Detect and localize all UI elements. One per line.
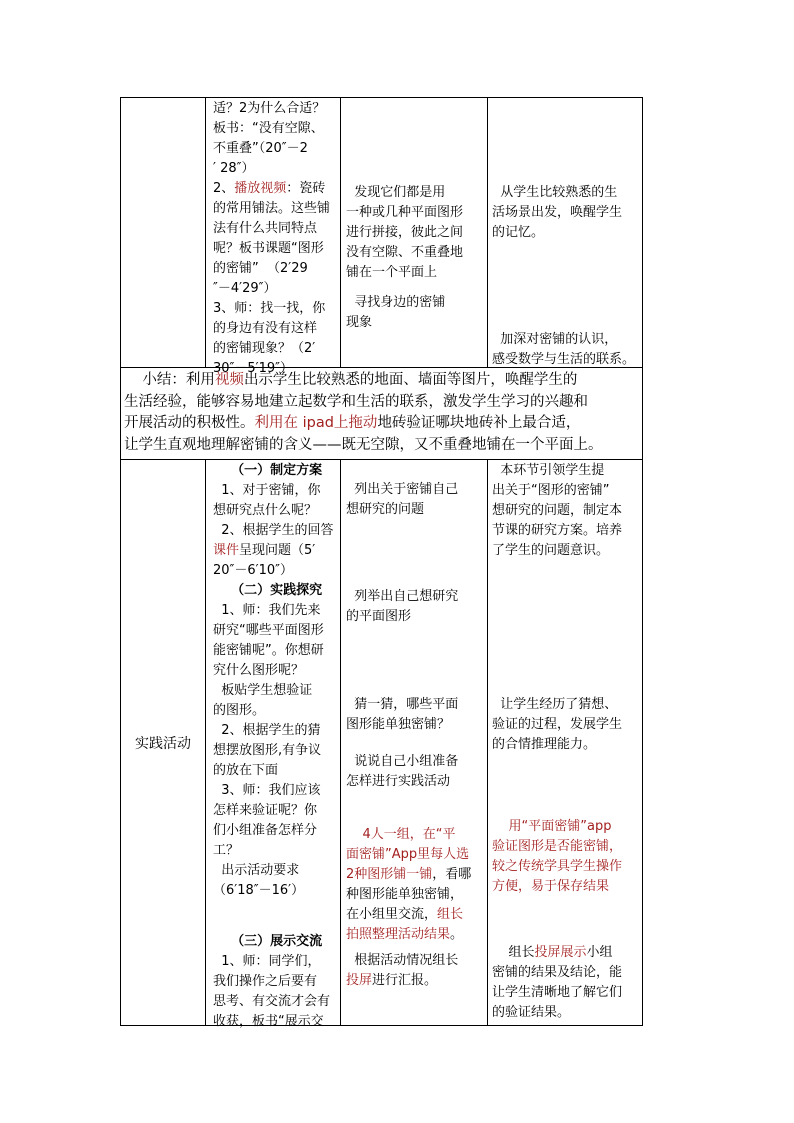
text-run: 密铺的结果及结论，能 bbox=[492, 965, 623, 980]
text-run: 组长 bbox=[492, 945, 535, 960]
text-line bbox=[213, 139, 341, 159]
text-run: 想研究点什么呢？ bbox=[213, 503, 318, 518]
text-run: 根据活动情况组长 bbox=[346, 953, 459, 968]
text-line bbox=[492, 983, 642, 1003]
text-run: 小组 bbox=[586, 945, 613, 960]
text-run: 法有什么共同特点 bbox=[213, 221, 318, 236]
text-line: 一种或几种平面图形 bbox=[346, 205, 464, 220]
text-line bbox=[213, 681, 341, 701]
highlighted-text: 播放视频 bbox=[234, 181, 287, 196]
text-run: 板贴学生想验证 bbox=[213, 683, 313, 698]
student-activity-cell bbox=[346, 752, 486, 792]
text-line: 列举出自己想研究 bbox=[346, 589, 459, 604]
text-line: 铺在一个平面上 bbox=[346, 265, 438, 280]
text-line bbox=[213, 952, 341, 972]
text-line bbox=[346, 845, 486, 865]
text-line bbox=[213, 279, 341, 299]
text-run: 适？2为什么合适？ bbox=[213, 101, 326, 116]
text-line bbox=[213, 239, 341, 259]
text-line: 寻找身边的密铺 bbox=[346, 295, 446, 310]
text-line: 本环节引领学生提 bbox=[492, 463, 605, 478]
text-run: 板书：“没有空隙、 bbox=[213, 121, 324, 136]
text-line bbox=[213, 992, 341, 1012]
text-run: 2、根据学生的回答 bbox=[213, 523, 334, 538]
text-run: 收获，板书“展示交 bbox=[213, 1014, 324, 1029]
text-line bbox=[213, 641, 341, 661]
text-line bbox=[213, 159, 341, 179]
text-run: 能密铺呢”。你想研 bbox=[213, 643, 324, 658]
text-line: 了学生的问题意识。 bbox=[492, 543, 610, 558]
text-line: 发现它们都是用 bbox=[346, 185, 446, 200]
text-run: 30″－5′19″） bbox=[213, 361, 294, 376]
text-line: 加深对密铺的认识， bbox=[492, 332, 618, 347]
text-line bbox=[213, 881, 341, 901]
text-line bbox=[346, 925, 486, 945]
text-run: 呈现问题（5′ bbox=[239, 543, 316, 558]
text-line bbox=[124, 413, 642, 435]
design-intent-cell bbox=[492, 461, 642, 561]
column-divider bbox=[205, 459, 206, 1026]
text-line bbox=[213, 199, 341, 219]
text-run: 出示活动要求 bbox=[213, 863, 300, 878]
text-run: 思考、有交流才会有 bbox=[213, 994, 331, 1009]
text-line bbox=[346, 905, 486, 925]
text-run: （一）制定方案 bbox=[213, 463, 323, 478]
text-line bbox=[213, 701, 341, 721]
text-run: 怎样来验证呢？你 bbox=[213, 803, 318, 818]
text-run: 们小组准备怎样分 bbox=[213, 823, 318, 838]
text-line bbox=[492, 943, 642, 963]
text-run: 的密铺现象？（2′ bbox=[213, 341, 316, 356]
summary-text bbox=[124, 370, 642, 456]
text-line bbox=[346, 885, 486, 905]
highlighted-text: 4人一组，在“平 bbox=[346, 827, 456, 842]
text-line: 怎样进行实践活动 bbox=[346, 774, 451, 789]
text-line bbox=[124, 435, 642, 457]
text-run: 进行汇报。 bbox=[372, 973, 438, 988]
text-run: 在小组里交流， bbox=[346, 907, 438, 922]
text-line bbox=[346, 865, 486, 885]
highlighted-text: 拍照整理活动结果 bbox=[346, 927, 451, 942]
text-line bbox=[213, 561, 341, 581]
highlighted-text: 方便，易于保存结果 bbox=[492, 879, 610, 894]
row-divider bbox=[120, 459, 643, 460]
text-line bbox=[213, 861, 341, 881]
text-line: 列出关于密铺自己 bbox=[346, 482, 459, 497]
text-line: 验证的过程，发展学生 bbox=[492, 717, 623, 732]
highlighted-text: 投屏展示 bbox=[534, 945, 587, 960]
text-line bbox=[492, 857, 642, 877]
text-run: 开展活动的积极性。 bbox=[124, 415, 255, 431]
text-line bbox=[213, 541, 341, 561]
text-line: 想研究的问题 bbox=[346, 502, 425, 517]
text-line bbox=[346, 971, 486, 991]
text-run: （6′18″－16′） bbox=[213, 883, 305, 898]
text-line: 现象 bbox=[346, 315, 373, 330]
highlighted-text: 2种图形铺一铺 bbox=[346, 867, 433, 882]
text-line: 说说自己小组准备 bbox=[346, 754, 459, 769]
stage-label: 实践活动 bbox=[135, 736, 191, 752]
text-run: （二）实践探究 bbox=[213, 583, 323, 598]
text-run: 研究“哪些平面图形 bbox=[213, 623, 324, 638]
text-run: 1、师：我们先来 bbox=[213, 603, 321, 618]
text-run: 想摆放图形,有争议 bbox=[213, 743, 322, 758]
text-line bbox=[124, 370, 642, 392]
text-run: 1、师：同学们， bbox=[213, 954, 321, 969]
text-line: 出关于“图形的密铺” bbox=[492, 483, 610, 498]
text-run: 出示学生比较熟悉的地面、墙面等图片，唤醒学生的 bbox=[243, 372, 578, 388]
highlighted-text: 课件 bbox=[213, 543, 240, 558]
text-run: 的密铺” （2′29 bbox=[213, 261, 308, 276]
text-line: 没有空隙、不重叠地 bbox=[346, 245, 464, 260]
text-line: 的记忆。 bbox=[492, 225, 545, 240]
text-line: 图形能单独密铺？ bbox=[346, 717, 451, 732]
design-intent-cell bbox=[492, 943, 642, 1023]
text-line bbox=[492, 963, 642, 983]
text-line bbox=[213, 179, 341, 199]
text-line bbox=[213, 621, 341, 641]
student-activity-cell bbox=[346, 480, 486, 520]
text-line bbox=[213, 781, 341, 801]
text-run: 不重叠”（20″－2 bbox=[213, 141, 308, 156]
text-run: 的图形。 bbox=[213, 703, 266, 718]
text-run: （三）展示交流 bbox=[213, 934, 323, 949]
text-line bbox=[213, 932, 341, 952]
text-run: 种图形能单独密铺， bbox=[346, 887, 464, 902]
design-intent-cell bbox=[492, 183, 642, 243]
text-line bbox=[213, 821, 341, 841]
teacher-activity-cell bbox=[213, 932, 341, 1032]
text-line: 活场景出发，唤醒学生 bbox=[492, 205, 623, 220]
text-line bbox=[213, 299, 341, 319]
text-line bbox=[213, 259, 341, 279]
text-line: 的合情推理能力。 bbox=[492, 737, 597, 752]
text-run: ：瓷砖 bbox=[286, 181, 326, 196]
student-activity-cell bbox=[346, 695, 486, 735]
text-run: ，看哪 bbox=[432, 867, 472, 882]
text-run: ″－4′29″） bbox=[213, 281, 277, 296]
text-line bbox=[213, 339, 341, 359]
text-run: 20″－6′10″） bbox=[213, 563, 294, 578]
design-intent-cell bbox=[492, 330, 642, 370]
student-activity-cell bbox=[346, 951, 486, 991]
text-line bbox=[213, 801, 341, 821]
text-line bbox=[346, 825, 486, 845]
text-run: 。 bbox=[450, 927, 464, 942]
text-line bbox=[213, 99, 341, 119]
table-border-top bbox=[120, 97, 643, 98]
text-run: 地砖验证哪块地砖补上最合适， bbox=[377, 415, 581, 431]
highlighted-text: 较之传统学具学生操作 bbox=[492, 859, 623, 874]
teacher-activity-cell bbox=[213, 461, 341, 901]
text-run: 的身边有没有这样 bbox=[213, 321, 318, 336]
student-activity-cell bbox=[346, 293, 486, 333]
table-border-bottom bbox=[120, 1025, 643, 1026]
text-run: 3、师：我们应该 bbox=[213, 783, 321, 798]
table-border-right bbox=[642, 97, 643, 1026]
highlighted-text: 投屏 bbox=[346, 973, 373, 988]
design-intent-cell bbox=[492, 817, 642, 897]
text-line bbox=[492, 817, 642, 837]
highlighted-text: 组长 bbox=[437, 907, 464, 922]
teacher-activity-cell bbox=[213, 99, 341, 379]
text-line bbox=[346, 951, 486, 971]
text-line bbox=[213, 581, 341, 601]
highlighted-text: 视频 bbox=[214, 372, 244, 388]
text-line bbox=[213, 761, 341, 781]
student-activity-cell bbox=[346, 587, 486, 627]
text-run: 2、根据学生的猜 bbox=[213, 723, 321, 738]
text-line bbox=[492, 1003, 642, 1023]
text-line bbox=[213, 119, 341, 139]
text-line bbox=[492, 837, 642, 857]
text-run: 的放在下面 bbox=[213, 763, 279, 778]
column-divider bbox=[487, 459, 488, 1026]
text-run: 的常用铺法。这些铺 bbox=[213, 201, 331, 216]
highlighted-text: 利用在 ipad上拖动 bbox=[254, 415, 378, 431]
table-border-left bbox=[120, 97, 121, 1026]
text-line: 让学生经历了猜想、 bbox=[492, 697, 618, 712]
text-run: 让学生清晰地了解它们 bbox=[492, 985, 623, 1000]
text-line bbox=[213, 1012, 341, 1032]
text-run: 我们操作之后要有 bbox=[213, 974, 318, 989]
text-run: 的验证结果。 bbox=[492, 1005, 571, 1020]
text-line bbox=[213, 501, 341, 521]
text-run: 2、 bbox=[213, 181, 235, 196]
text-line bbox=[213, 841, 341, 861]
text-line: 猜一猜，哪些平面 bbox=[346, 697, 459, 712]
text-run: 小结：利用 bbox=[124, 372, 215, 388]
text-run: 工？ bbox=[213, 843, 240, 858]
text-line bbox=[213, 319, 341, 339]
text-line: 感受数学与生活的联系。 bbox=[492, 352, 636, 367]
highlighted-text: 面密铺”App里每人选 bbox=[346, 847, 470, 862]
text-line bbox=[213, 461, 341, 481]
text-line bbox=[124, 392, 642, 414]
text-run: 究什么图形呢？ bbox=[213, 663, 305, 678]
text-line bbox=[213, 972, 341, 992]
student-activity-cell bbox=[346, 183, 486, 283]
text-line: 想研究的问题，制定本 bbox=[492, 503, 623, 518]
text-line: 节课的研究方案。培养 bbox=[492, 523, 623, 538]
text-line bbox=[213, 661, 341, 681]
text-run: 1、对于密铺，你 bbox=[213, 483, 321, 498]
text-line bbox=[213, 481, 341, 501]
text-run: 生活经验，能够容易地建立起数学和生活的联系，激发学生学习的兴趣和 bbox=[124, 393, 588, 410]
text-run: 让学生直观地理解密铺的含义——既无空隙，又不重叠地铺在一个平面上。 bbox=[124, 436, 603, 453]
text-line: 进行拼接，彼此之间 bbox=[346, 225, 464, 240]
column-divider bbox=[205, 97, 206, 368]
text-run: ′ 28″） bbox=[213, 161, 255, 176]
text-line bbox=[213, 601, 341, 621]
highlighted-text: 验证图形是否能密铺， bbox=[492, 839, 623, 854]
text-line: 的平面图形 bbox=[346, 609, 412, 624]
text-line bbox=[213, 721, 341, 741]
text-line bbox=[213, 741, 341, 761]
highlighted-text: 用“平面密铺”app bbox=[492, 819, 612, 834]
design-intent-cell bbox=[492, 695, 642, 755]
text-line: 从学生比较熟悉的生 bbox=[492, 185, 618, 200]
text-line bbox=[213, 521, 341, 541]
text-line bbox=[213, 219, 341, 239]
text-run: 3、师：找一找，你 bbox=[213, 301, 326, 316]
column-divider bbox=[487, 97, 488, 368]
text-line bbox=[492, 877, 642, 897]
text-run: 呢？板书课题“图形 bbox=[213, 241, 324, 256]
student-activity-cell bbox=[346, 825, 486, 945]
